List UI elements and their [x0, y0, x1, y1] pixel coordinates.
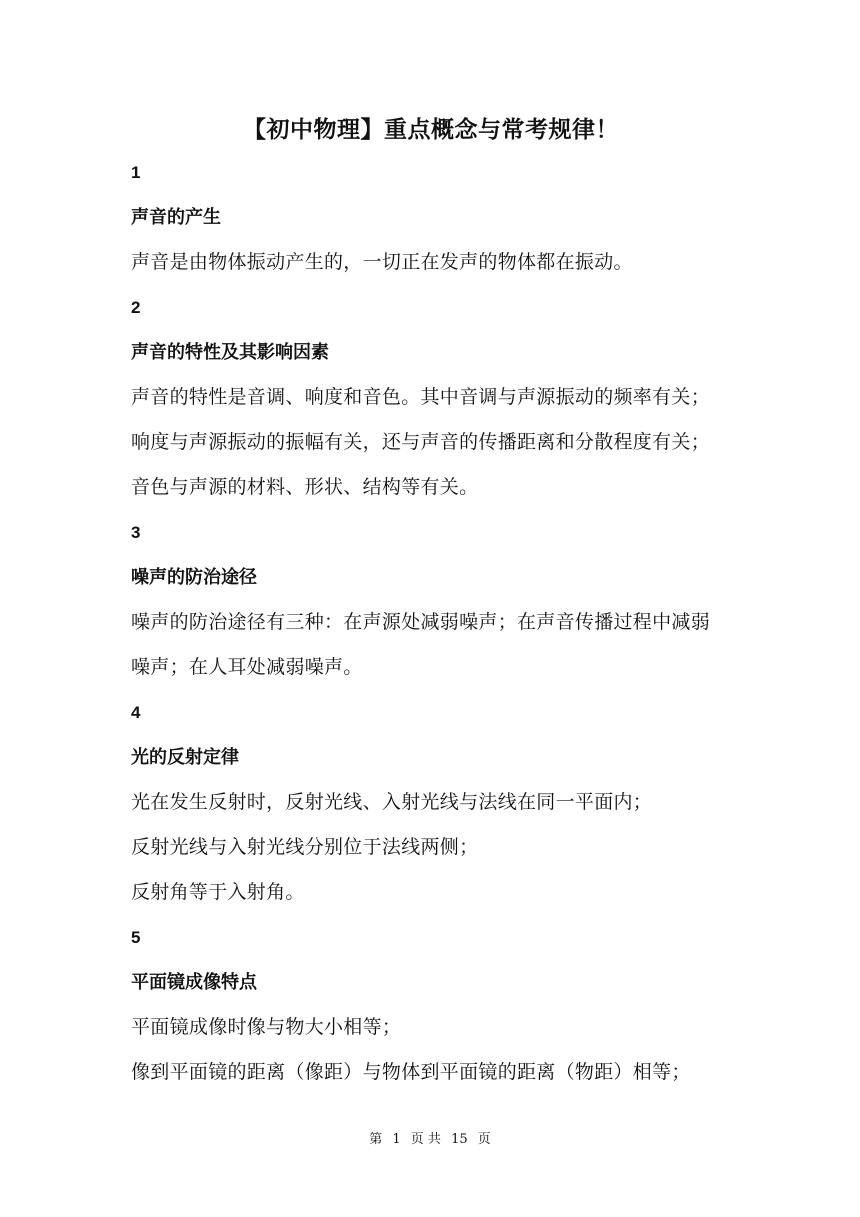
section-heading: 声音的特性及其影响因素 — [131, 342, 329, 363]
footer-suffix: 页 — [477, 1132, 491, 1147]
section-number: 5 — [131, 928, 141, 947]
paragraph-line: 响度与声源振动的振幅有关，还与声音的传播距离和分散程度有关； — [131, 431, 711, 453]
section-number: 2 — [131, 298, 141, 317]
footer-prefix: 第 — [369, 1132, 383, 1147]
section-5 — [131, 915, 751, 1095]
section-heading: 光的反射定律 — [131, 747, 239, 768]
section-4 — [131, 690, 751, 915]
section-number: 1 — [131, 163, 141, 182]
section-heading: 声音的产生 — [131, 207, 221, 228]
paragraph-line: 光在发生反射时，反射光线、入射光线与法线在同一平面内； — [131, 791, 653, 813]
paragraph-line: 像到平面镜的距离（像距）与物体到平面镜的距离（物距）相等； — [131, 1061, 691, 1083]
section-1 — [131, 150, 751, 285]
paragraph-line: 音色与声源的材料、形状、结构等有关。 — [131, 476, 479, 498]
document-body — [131, 150, 751, 1095]
footer-current-page: 1 — [392, 1132, 401, 1147]
document-title: 【初中物理】重点概念与常考规律！ — [243, 117, 619, 143]
section-heading: 噪声的防治途径 — [131, 567, 257, 588]
footer-total-pages: 15 — [451, 1132, 468, 1147]
paragraph-line: 声音的特性是音调、响度和音色。其中音调与声源振动的频率有关； — [131, 386, 711, 408]
section-3 — [131, 510, 751, 690]
paragraph-line: 噪声的防治途径有三种：在声源处减弱噪声；在声音传播过程中减弱 — [131, 611, 711, 633]
paragraph-line: 声音是由物体振动产生的，一切正在发声的物体都在振动。 — [131, 251, 633, 273]
paragraph-line: 平面镜成像时像与物大小相等； — [131, 1016, 402, 1038]
footer-middle: 页 共 — [410, 1132, 441, 1147]
page-footer — [0, 1128, 860, 1147]
document-page — [131, 110, 751, 1095]
paragraph-line: 反射角等于入射角。 — [131, 881, 305, 903]
section-number: 3 — [131, 523, 141, 542]
section-number: 4 — [131, 703, 141, 722]
paragraph-line: 噪声；在人耳处减弱噪声。 — [131, 656, 363, 678]
paragraph-line: 反射光线与入射光线分别位于法线两侧； — [131, 836, 479, 858]
section-2 — [131, 285, 751, 510]
section-heading: 平面镜成像特点 — [131, 972, 257, 993]
